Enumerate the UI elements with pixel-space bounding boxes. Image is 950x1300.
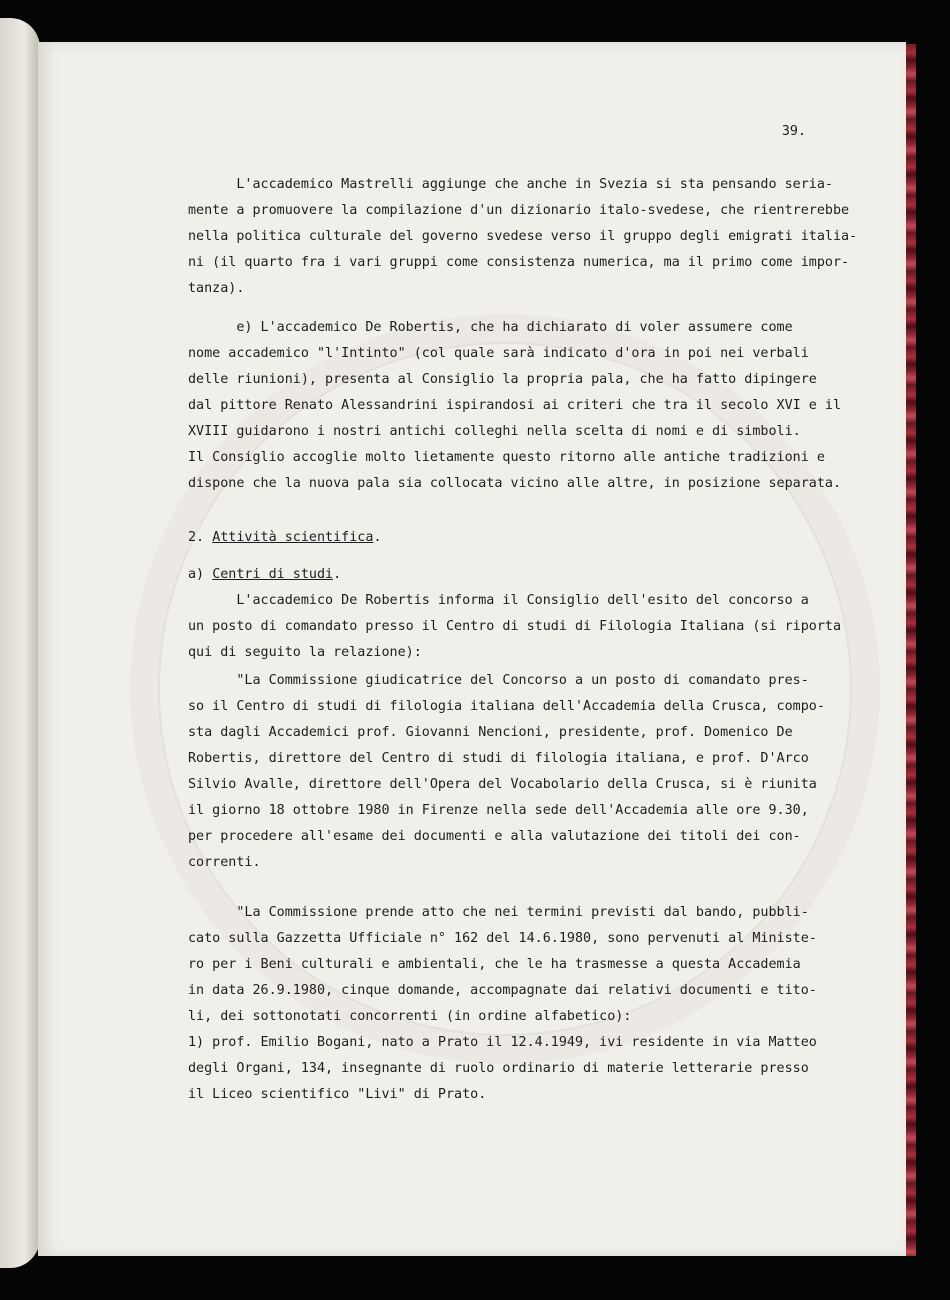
section-suffix: . — [373, 530, 382, 545]
document-page — [38, 42, 906, 1256]
text-line: delle riunioni), presenta al Consiglio la propria pala, che ha fatto dipingere — [188, 372, 817, 387]
text-line: per procedere all'esame dei documenti e alla valutazione dei titoli dei con- — [188, 829, 801, 844]
text-line: in data 26.9.1980, cinque domande, accompagnate dai relativi documenti e tito- — [188, 983, 817, 998]
text-line: degli Organi, 134, insegnante di ruolo ordinario di materie letterarie presso — [188, 1061, 809, 1076]
text-line: il giorno 18 ottobre 1980 in Firenze nella sede dell'Accademia alle ore 9.30, — [188, 803, 809, 818]
text-line: e) L'accademico De Robertis, che ha dichiarato di voler assumere come — [188, 320, 793, 335]
book-binding-edge — [906, 44, 916, 1256]
text-line: un posto di comandato presso il Centro di studi di Filologia Italiana (si riporta — [188, 619, 842, 634]
subsection-heading-centri-di-studi — [188, 562, 341, 588]
text-line: li, dei sottonotati concorrenti (in ordine alfabetico): — [188, 1009, 632, 1024]
text-line: XVIII guidarono i nostri antichi colleghi nella scelta di nomi e di simboli. — [188, 424, 801, 439]
text-line: correnti. — [188, 855, 261, 870]
text-line: nella politica culturale del governo svedese verso il gruppo degli emigrati italia- — [188, 229, 858, 244]
text-line: sta dagli Accademici prof. Giovanni Nencioni, presidente, prof. Domenico De — [188, 725, 793, 740]
subsection-suffix: . — [333, 567, 342, 582]
page-number: 39. — [781, 124, 806, 139]
paragraph-de-robertis-pala — [188, 315, 842, 497]
paragraph-commissione-giudicatrice — [188, 668, 825, 876]
subsection-title: Centri di studi — [212, 567, 334, 582]
text-line: Il Consiglio accoglie molto lietamente questo ritorno alle antiche tradizioni e — [188, 450, 825, 465]
text-line: dal pittore Renato Alessandrini ispirandosi ai criteri che tra il secolo XVI e il — [188, 398, 842, 413]
text-line: Robertis, direttore del Centro di studi di filologia italiana, e prof. D'Arco — [188, 751, 809, 766]
section-number: 2. — [188, 530, 213, 545]
text-line: mente a promuovere la compilazione d'un dizionario italo-svedese, che rientrerebbe — [188, 203, 850, 218]
text-line: L'accademico Mastrelli aggiunge che anche in Svezia si sta pensando seria- — [188, 177, 833, 192]
paragraph-commissione-domande — [188, 900, 817, 1108]
text-line: so il Centro di studi di filologia italiana dell'Accademia della Crusca, compo- — [188, 699, 825, 714]
text-line: qui di seguito la relazione): — [188, 645, 422, 660]
section-heading-attivita-scientifica — [188, 525, 382, 551]
text-line: nome accademico "l'Intinto" (col quale sarà indicato d'ora in poi nei verbali — [188, 346, 809, 361]
text-line: cato sulla Gazzetta Ufficiale n° 162 del 14.6.1980, sono pervenuti al Ministe- — [188, 931, 817, 946]
text-line: "La Commissione giudicatrice del Concorso a un posto di comandato pres- — [188, 673, 809, 688]
text-line: ni (il quarto fra i vari gruppi come consistenza numerica, ma il primo come impor- — [188, 255, 850, 270]
text-line: L'accademico De Robertis informa il Consiglio dell'esito del concorso a — [188, 593, 809, 608]
paragraph-mastrelli — [188, 172, 858, 302]
subsection-number: a) — [188, 567, 213, 582]
text-line: il Liceo scientifico "Livi" di Prato. — [188, 1087, 487, 1102]
text-line: dispone che la nuova pala sia collocata vicino alle altre, in posizione separata. — [188, 476, 842, 491]
text-line: tanza). — [188, 281, 245, 296]
paragraph-concorso — [188, 588, 842, 666]
facing-page-edge — [0, 18, 40, 1268]
text-line: 1) prof. Emilio Bogani, nato a Prato il 12.4.1949, ivi residente in via Matteo — [188, 1035, 817, 1050]
text-line: ro per i Beni culturali e ambientali, che le ha trasmesse a questa Accademia — [188, 957, 801, 972]
text-line: Silvio Avalle, direttore dell'Opera del Vocabolario della Crusca, si è riunita — [188, 777, 817, 792]
text-line: "La Commissione prende atto che nei termini previsti dal bando, pubbli- — [188, 905, 809, 920]
section-title: Attività scientifica — [212, 530, 374, 545]
